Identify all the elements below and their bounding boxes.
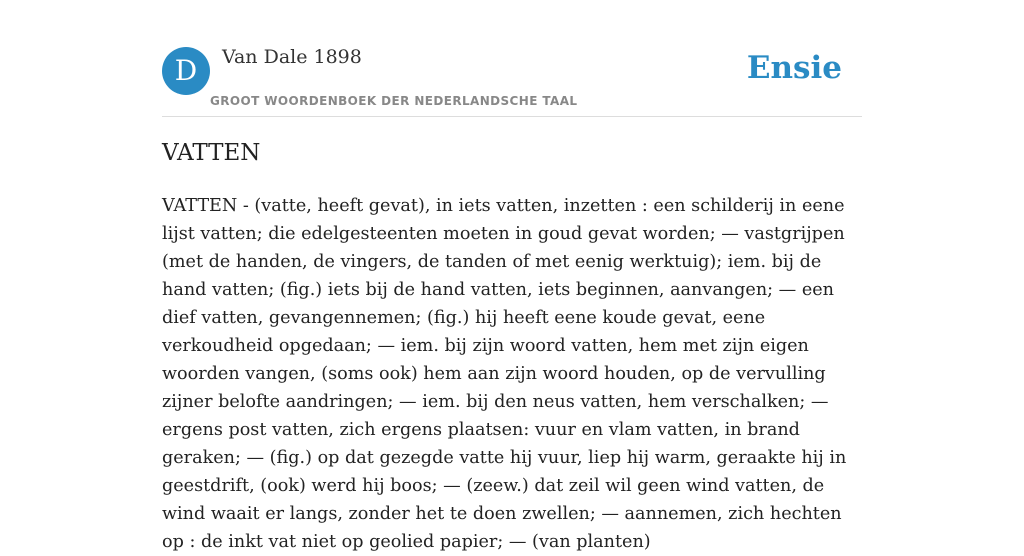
entry-header	[162, 0, 862, 117]
source-title[interactable]: Van Dale 1898	[222, 46, 362, 68]
entry-headword: VATTEN	[162, 140, 261, 166]
source-subtitle: GROOT WOORDENBOEK DER NEDERLANDSCHE TAAL	[210, 94, 578, 108]
entry-definition: VATTEN - (vatte, heeft gevat), in iets vatten, inzetten : een schilderij in eene lijst vatten; die edelgesteenten moeten in goud gevat worden; — vastgrijpen (met de handen, de vingers, de tanden of met eenig werktuig); iem. bij de hand vatten; (fig.) iets bij de hand vatten, iets beginnen, aanvangen; — een dief vatten, gevangennemen; (fig.) hij heeft eene koude gevat, eene verkoudheid opgedaan; — iem. bij zijn woord vatten, hem met zijn eigen woorden vangen, (soms ook) hem aan zijn woord houden, op de vervulling zijner belofte aandringen; — iem. bij den neus vatten, hem verschalken; — ergens post vatten, zich ergens plaatsen: vuur en vlam vatten, in brand geraken; — (fig.) op dat gezegde vatte hij vuur, liep hij warm, geraakte hij in geestdrift, (ook) werd hij boos; — (zeew.) dat zeil wil geen wind vatten, de wind waait er langs, zonder het te doen zwellen; — aannemen, zich hechten op : de inkt vat niet op geolied papier; — (van planten)	[162, 196, 847, 552]
dictionary-logo[interactable]: D	[162, 47, 210, 95]
brand-logo[interactable]: Ensie	[746, 50, 842, 86]
